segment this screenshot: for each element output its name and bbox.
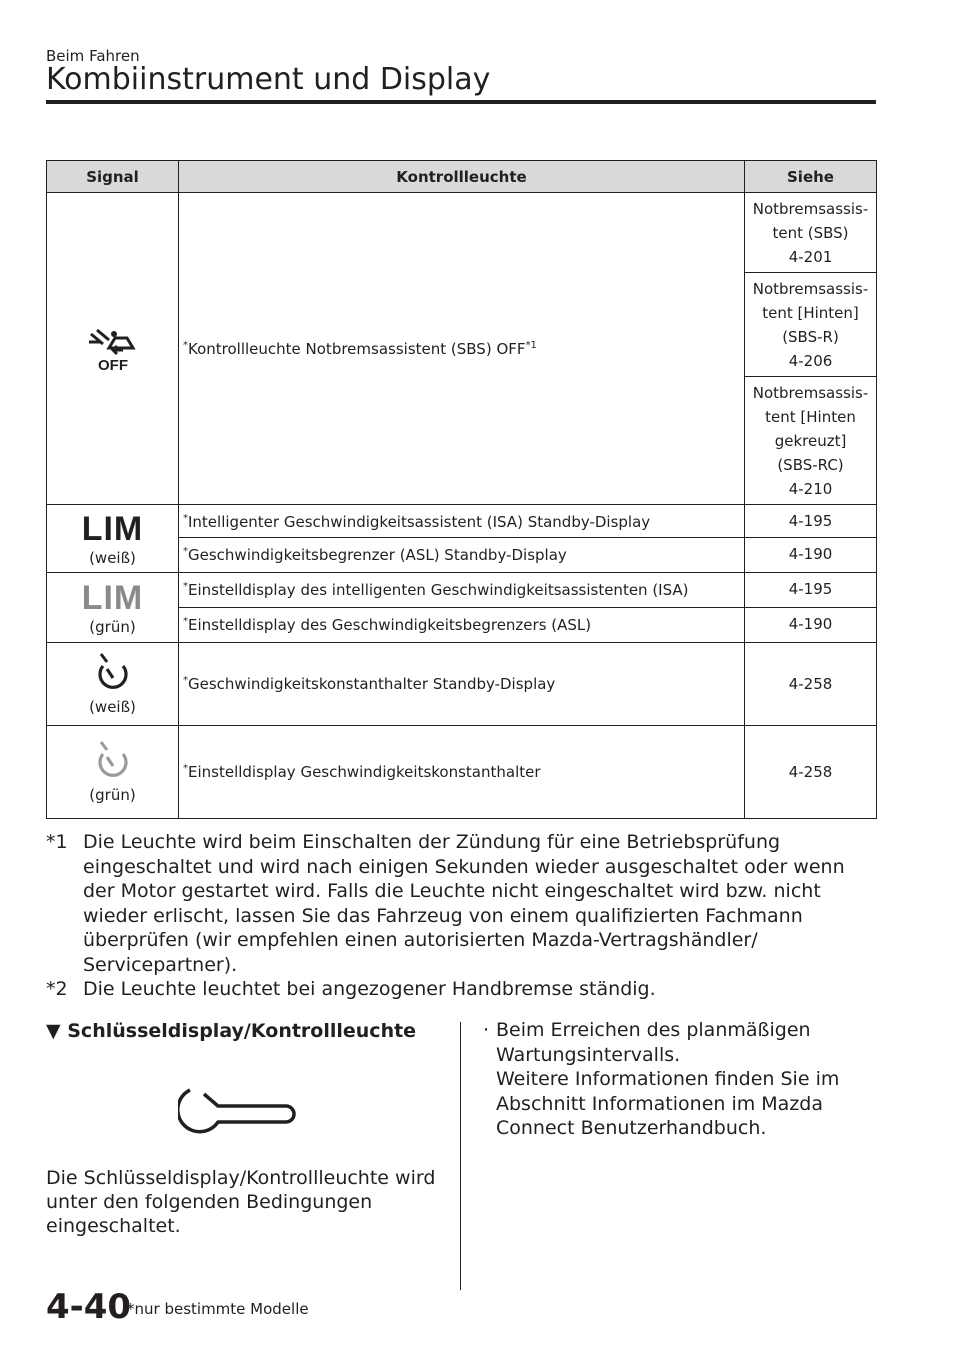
reference-cell: 4-190: [745, 608, 877, 643]
header-light: Kontrollleuchte: [179, 161, 745, 193]
reference-cell: 4-195: [745, 505, 877, 538]
footnote-text: Die Leuchte wird beim Einschalten der Zündung für eine Betriebsprüfung eingeschaltet und wird nach einigen Sekunden wieder ausgeschaltet oder wenn der Motor gestartet wird. Falls die Leuchte nicht eingeschaltet wird bzw. nicht wieder erlischt, lassen Sie das Fahrzeug von einem qualifizierten Fachmann überprüfen (wir empfehlen einen autorisierten Mazda-Vertragshändler/ Servicepartner).: [83, 831, 845, 976]
header-signal: Signal: [47, 161, 179, 193]
body-paragraph: Die Schlüsseldisplay/Kontrollleuchte wird unter den folgenden Bedingungen eingeschaltet.: [46, 1167, 436, 1237]
sbs-off-icon: [47, 326, 178, 372]
table-header-row: [47, 161, 877, 193]
light-description: *Geschwindigkeitsbegrenzer (ASL) Standby-Display: [179, 538, 745, 573]
light-description: *Kontrollleuchte Notbremsassistent (SBS) OFF$^{*1}$: [179, 193, 745, 505]
table-row: [47, 193, 877, 273]
section-heading: ▼ Schlüsseldisplay/Kontrollleuchte: [46, 1020, 417, 1042]
wrench-icon: [178, 1082, 298, 1148]
color-label: (weiß): [89, 698, 136, 716]
light-description: *Einstelldisplay des intelligenten Geschwindigkeitsassistenten (ISA): [179, 573, 745, 608]
reference-cell: 4-190: [745, 538, 877, 573]
warning-lights-table: [46, 160, 877, 819]
header-ref: Siehe: [745, 161, 877, 193]
footnote: [46, 830, 876, 977]
footnotes: [46, 830, 876, 1002]
color-label: (grün): [89, 786, 136, 804]
asterisk-mark: *: [183, 339, 188, 351]
bullet-item: · Beim Erreichen des planmäßigen Wartungsintervalls. Weitere Informationen finden Sie im Abschnitt Informationen im Mazda Connect Benutzerhandbuch.: [483, 1019, 840, 1139]
table-row: [47, 643, 877, 726]
title-divider: [46, 100, 876, 104]
footnote-number: *1: [46, 831, 68, 853]
light-description: *Geschwindigkeitskonstanthalter Standby-Display: [179, 643, 745, 726]
model-note: *nur bestimmte Modelle: [127, 1300, 309, 1318]
table-row: [47, 573, 877, 608]
section-label: Beim Fahren: [46, 47, 140, 65]
page-number: 4-40: [46, 1287, 132, 1327]
reference-cell: 4-258: [745, 643, 877, 726]
light-description: *Einstelldisplay des Geschwindigkeitsbegrenzers (ASL): [179, 608, 745, 643]
reference-cell: 4-258: [745, 726, 877, 819]
signal-cell: [47, 505, 179, 573]
reference-cell: 4-195: [745, 573, 877, 608]
page-title: Kombiinstrument und Display: [46, 62, 491, 97]
color-label: (weiß): [89, 548, 136, 567]
table-row: [47, 505, 877, 538]
lim-icon: LIM: [81, 578, 144, 617]
cruise-control-icon: [47, 652, 178, 696]
column-divider: [460, 1022, 461, 1290]
triangle-marker-icon: ▼: [46, 1020, 61, 1042]
signal-cell: [47, 573, 179, 643]
lim-icon: LIM: [81, 509, 144, 548]
footnote-text: Die Leuchte leuchtet bei angezogener Handbremse ständig.: [83, 978, 656, 1000]
svg-text:OFF: OFF: [97, 356, 128, 372]
reference-cell: Notbremsassis- tent (SBS) 4-201: [745, 193, 877, 273]
signal-cell: [47, 193, 179, 505]
reference-cell: Notbremsassis- tent [Hinten gekreuzt] (SBS-RC) 4-210: [745, 377, 877, 505]
light-description: *Intelligenter Geschwindigkeitsassistent (ISA) Standby-Display: [179, 505, 745, 538]
color-label: (grün): [89, 617, 136, 636]
light-description: *Einstelldisplay Geschwindigkeitskonstanthalter: [179, 726, 745, 819]
bullet-icon: ·: [483, 1019, 490, 1041]
signal-cell: [47, 643, 179, 726]
footnote-number: *2: [46, 978, 68, 1000]
footnote-ref: *1: [525, 339, 537, 351]
cruise-control-icon: [47, 740, 178, 784]
reference-cell: Notbremsassis- tent [Hinten] (SBS-R) 4-206: [745, 273, 877, 377]
signal-cell: [47, 726, 179, 819]
table-row: [47, 726, 877, 819]
footnote: [46, 977, 876, 1002]
